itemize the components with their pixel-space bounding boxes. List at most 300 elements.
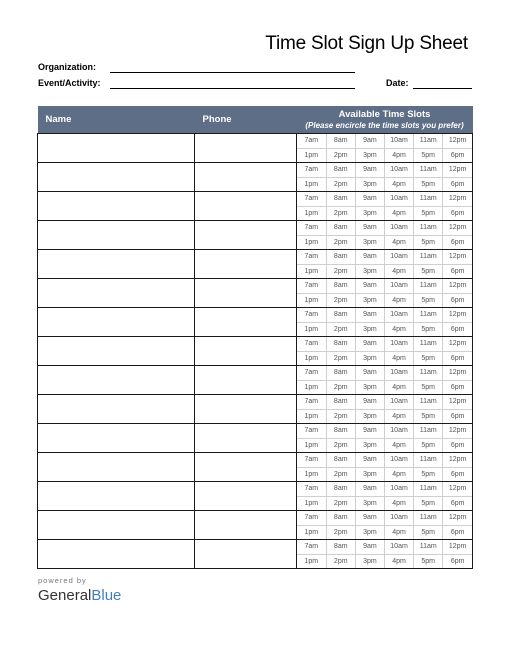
time-slot[interactable]: 11am xyxy=(414,424,443,438)
time-slot[interactable]: 2pm xyxy=(326,496,355,510)
name-cell[interactable] xyxy=(38,250,195,279)
pm-slots-row xyxy=(297,409,472,423)
time-slots-cell xyxy=(297,337,473,366)
time-slot[interactable]: 8am xyxy=(326,221,355,235)
time-slot[interactable]: 12pm xyxy=(443,424,472,438)
time-slot[interactable]: 6pm xyxy=(443,409,472,423)
time-slot[interactable]: 3pm xyxy=(355,467,384,481)
brand-footer xyxy=(38,576,121,605)
time-slot[interactable]: 4pm xyxy=(384,177,413,191)
time-slots-cell xyxy=(297,192,473,221)
time-slot[interactable]: 2pm xyxy=(326,264,355,278)
am-slots-row xyxy=(297,453,472,467)
time-slot[interactable]: 10am xyxy=(384,163,413,177)
organization-field[interactable] xyxy=(110,72,355,73)
time-slot[interactable]: 12pm xyxy=(443,482,472,496)
time-slot[interactable]: 8am xyxy=(326,424,355,438)
time-slot[interactable]: 3pm xyxy=(355,293,384,307)
time-slot[interactable]: 7am xyxy=(297,192,326,206)
phone-cell[interactable] xyxy=(195,482,297,511)
name-column-header: Name xyxy=(38,106,195,134)
organization-label: Organization: xyxy=(38,62,96,72)
name-cell[interactable] xyxy=(38,134,195,163)
time-slot[interactable]: 4pm xyxy=(384,264,413,278)
time-slot[interactable]: 3pm xyxy=(355,409,384,423)
time-slot[interactable]: 1pm xyxy=(304,470,319,478)
time-slot[interactable]: 6pm xyxy=(443,177,472,191)
time-slots-cell xyxy=(297,395,473,424)
time-slot[interactable]: 1pm xyxy=(304,441,319,449)
time-slot[interactable]: 2pm xyxy=(326,380,355,394)
am-slots-row xyxy=(297,540,472,554)
time-slot[interactable]: 8am xyxy=(326,279,355,293)
page-title: Time Slot Sign Up Sheet xyxy=(265,33,468,54)
phone-column-header: Phone xyxy=(195,106,297,134)
time-slot[interactable]: 11am xyxy=(414,540,443,554)
table-row xyxy=(38,279,473,308)
time-slot[interactable]: 9am xyxy=(355,308,384,322)
name-cell[interactable] xyxy=(38,337,195,366)
am-slots-row xyxy=(297,221,472,235)
time-slot[interactable]: 6pm xyxy=(443,264,472,278)
time-slot[interactable]: 4pm xyxy=(384,438,413,452)
time-slots-cell xyxy=(297,482,473,511)
time-slot[interactable]: 7am xyxy=(297,540,326,554)
time-slots-grid xyxy=(297,511,472,539)
time-slots-grid xyxy=(297,279,472,307)
time-slot[interactable]: 9am xyxy=(355,221,384,235)
time-slots-grid xyxy=(297,134,472,162)
time-slot[interactable]: 7am xyxy=(297,221,326,235)
event-activity-label: Event/Activity: xyxy=(38,78,101,88)
time-slot[interactable]: 6pm xyxy=(443,525,472,539)
name-cell[interactable] xyxy=(38,424,195,453)
time-slot[interactable]: 12pm xyxy=(443,511,472,525)
time-slot[interactable]: 7am xyxy=(297,134,326,148)
time-slots-grid xyxy=(297,453,472,481)
time-slot[interactable]: 1pm xyxy=(304,499,319,507)
time-slot[interactable]: 11am xyxy=(414,221,443,235)
time-slots-cell xyxy=(297,279,473,308)
time-slot[interactable]: 7am xyxy=(297,337,326,351)
time-slot[interactable]: 9am xyxy=(355,337,384,351)
time-slots-cell xyxy=(297,250,473,279)
brand-name-blue: Blue xyxy=(91,587,122,604)
name-cell[interactable] xyxy=(38,366,195,395)
time-slot[interactable]: 3pm xyxy=(355,322,384,336)
signup-table xyxy=(37,106,473,569)
time-slot[interactable]: 10am xyxy=(384,540,413,554)
phone-cell[interactable] xyxy=(195,134,297,163)
time-slot[interactable]: 10am xyxy=(384,337,413,351)
time-slot[interactable]: 1pm xyxy=(304,267,319,275)
time-slot[interactable]: 1pm xyxy=(304,383,319,391)
am-slots-row xyxy=(297,163,472,177)
time-slot[interactable]: 8am xyxy=(326,163,355,177)
table-row xyxy=(38,250,473,279)
time-slot[interactable]: 1pm xyxy=(304,238,319,246)
time-slot[interactable]: 10am xyxy=(384,482,413,496)
time-slot[interactable]: 9am xyxy=(355,192,384,206)
time-slot[interactable]: 10am xyxy=(384,308,413,322)
time-slot[interactable]: 8am xyxy=(326,308,355,322)
time-slot[interactable]: 6pm xyxy=(443,554,472,568)
time-slots-grid xyxy=(297,337,472,365)
date-field[interactable] xyxy=(413,88,472,89)
date-label: Date: xyxy=(386,78,409,88)
time-slot[interactable]: 5pm xyxy=(414,351,443,365)
am-slots-row xyxy=(297,337,472,351)
time-slot[interactable]: 11am xyxy=(414,163,443,177)
time-slot[interactable]: 5pm xyxy=(414,264,443,278)
name-cell[interactable] xyxy=(38,395,195,424)
time-slots-cell xyxy=(297,221,473,250)
time-slot[interactable]: 6pm xyxy=(443,206,472,220)
time-slot[interactable]: 12pm xyxy=(443,540,472,554)
time-slot[interactable]: 7am xyxy=(297,366,326,380)
time-slot[interactable]: 4pm xyxy=(384,409,413,423)
name-cell[interactable] xyxy=(38,221,195,250)
table-row xyxy=(38,540,473,569)
time-slots-grid xyxy=(297,163,472,191)
time-slots-column-header xyxy=(297,106,473,134)
time-slot[interactable]: 5pm xyxy=(414,380,443,394)
brand-name-general: General xyxy=(38,587,92,604)
time-slot[interactable]: 5pm xyxy=(414,322,443,336)
time-slot[interactable]: 11am xyxy=(414,134,443,148)
time-slot[interactable]: 6pm xyxy=(443,351,472,365)
time-slot[interactable]: 3pm xyxy=(355,380,384,394)
time-slot[interactable]: 4pm xyxy=(384,496,413,510)
time-slot[interactable]: 11am xyxy=(414,308,443,322)
time-slots-title: Available Time Slots xyxy=(338,108,431,120)
time-slot[interactable]: 11am xyxy=(414,482,443,496)
time-slot[interactable]: 3pm xyxy=(355,351,384,365)
time-slot[interactable]: 5pm xyxy=(414,525,443,539)
phone-cell[interactable] xyxy=(195,366,297,395)
time-slot[interactable]: 7am xyxy=(297,395,326,409)
time-slot[interactable]: 6pm xyxy=(443,467,472,481)
table-row xyxy=(38,192,473,221)
pm-slots-row xyxy=(297,496,472,510)
am-slots-row xyxy=(297,482,472,496)
time-slot[interactable]: 6pm xyxy=(443,148,472,162)
time-slot[interactable]: 10am xyxy=(384,453,413,467)
signup-rows xyxy=(38,134,473,569)
time-slot[interactable]: 12pm xyxy=(443,221,472,235)
name-cell[interactable] xyxy=(38,163,195,192)
phone-cell[interactable] xyxy=(195,540,297,569)
am-slots-row xyxy=(297,511,472,525)
time-slot[interactable]: 8am xyxy=(326,134,355,148)
pm-slots-row xyxy=(297,177,472,191)
table-row xyxy=(38,424,473,453)
time-slot[interactable]: 10am xyxy=(384,511,413,525)
time-slot[interactable]: 4pm xyxy=(384,206,413,220)
time-slot[interactable]: 6pm xyxy=(443,322,472,336)
time-slot[interactable]: 11am xyxy=(414,453,443,467)
table-row xyxy=(38,366,473,395)
time-slot[interactable]: 12pm xyxy=(443,366,472,380)
time-slot[interactable]: 2pm xyxy=(326,438,355,452)
time-slot[interactable]: 4pm xyxy=(384,235,413,249)
name-cell[interactable] xyxy=(38,540,195,569)
time-slot[interactable]: 7am xyxy=(297,482,326,496)
time-slot[interactable]: 9am xyxy=(355,453,384,467)
pm-slots-row xyxy=(297,467,472,481)
time-slots-grid xyxy=(297,250,472,278)
time-slot[interactable]: 9am xyxy=(355,250,384,264)
time-slot[interactable]: 10am xyxy=(384,250,413,264)
time-slot[interactable]: 3pm xyxy=(355,554,384,568)
time-slot[interactable]: 2pm xyxy=(326,554,355,568)
time-slot[interactable]: 8am xyxy=(326,482,355,496)
time-slot[interactable]: 1pm xyxy=(304,180,319,188)
pm-slots-row xyxy=(297,438,472,452)
name-cell[interactable] xyxy=(38,279,195,308)
time-slot[interactable]: 7am xyxy=(297,511,326,525)
time-slot[interactable]: 12pm xyxy=(443,163,472,177)
pm-slots-row xyxy=(297,206,472,220)
time-slot[interactable]: 6pm xyxy=(443,293,472,307)
table-row xyxy=(38,308,473,337)
time-slot[interactable]: 5pm xyxy=(414,496,443,510)
phone-cell[interactable] xyxy=(195,395,297,424)
time-slot[interactable]: 9am xyxy=(355,134,384,148)
time-slots-cell xyxy=(297,453,473,482)
phone-cell[interactable] xyxy=(195,453,297,482)
time-slot[interactable]: 1pm xyxy=(304,528,319,536)
am-slots-row xyxy=(297,250,472,264)
phone-cell[interactable] xyxy=(195,279,297,308)
time-slot[interactable]: 2pm xyxy=(326,148,355,162)
table-row xyxy=(38,163,473,192)
table-row xyxy=(38,511,473,540)
time-slot[interactable]: 7am xyxy=(297,424,326,438)
time-slot[interactable]: 10am xyxy=(384,221,413,235)
time-slot[interactable]: 2pm xyxy=(326,293,355,307)
time-slot[interactable]: 2pm xyxy=(326,235,355,249)
time-slot[interactable]: 10am xyxy=(384,366,413,380)
time-slot[interactable]: 9am xyxy=(355,540,384,554)
phone-cell[interactable] xyxy=(195,163,297,192)
time-slot[interactable]: 10am xyxy=(384,134,413,148)
time-slot[interactable]: 11am xyxy=(414,337,443,351)
phone-cell[interactable] xyxy=(195,308,297,337)
name-cell[interactable] xyxy=(38,511,195,540)
table-header-row xyxy=(38,106,473,134)
am-slots-row xyxy=(297,308,472,322)
time-slot[interactable]: 8am xyxy=(326,366,355,380)
time-slot[interactable]: 9am xyxy=(355,395,384,409)
time-slot[interactable]: 3pm xyxy=(355,235,384,249)
time-slots-grid xyxy=(297,540,472,568)
time-slot[interactable]: 11am xyxy=(414,511,443,525)
time-slot[interactable]: 12pm xyxy=(443,250,472,264)
pm-slots-row xyxy=(297,293,472,307)
time-slot[interactable]: 5pm xyxy=(414,206,443,220)
time-slots-cell xyxy=(297,163,473,192)
pm-slots-row xyxy=(297,235,472,249)
time-slot[interactable]: 2pm xyxy=(326,351,355,365)
time-slot[interactable]: 4pm xyxy=(384,525,413,539)
time-slot[interactable]: 2pm xyxy=(326,177,355,191)
name-cell[interactable] xyxy=(38,192,195,221)
time-slot[interactable]: 11am xyxy=(414,192,443,206)
time-slot[interactable]: 2pm xyxy=(326,409,355,423)
time-slot[interactable]: 2pm xyxy=(326,322,355,336)
time-slot[interactable]: 4pm xyxy=(384,467,413,481)
time-slot[interactable]: 2pm xyxy=(326,206,355,220)
time-slot[interactable]: 9am xyxy=(355,424,384,438)
time-slot[interactable]: 5pm xyxy=(414,177,443,191)
time-slot[interactable]: 11am xyxy=(414,250,443,264)
time-slot[interactable]: 12pm xyxy=(443,279,472,293)
pm-slots-row xyxy=(297,264,472,278)
time-slot[interactable]: 9am xyxy=(355,482,384,496)
time-slot[interactable]: 12pm xyxy=(443,395,472,409)
time-slots-grid xyxy=(297,221,472,249)
phone-cell[interactable] xyxy=(195,221,297,250)
time-slot[interactable]: 1pm xyxy=(304,557,319,565)
time-slot[interactable]: 3pm xyxy=(355,206,384,220)
pm-slots-row xyxy=(297,380,472,394)
time-slot[interactable]: 9am xyxy=(355,279,384,293)
time-slot[interactable]: 8am xyxy=(326,453,355,467)
time-slot[interactable]: 3pm xyxy=(355,264,384,278)
time-slot[interactable]: 3pm xyxy=(355,177,384,191)
time-slot[interactable]: 1pm xyxy=(304,209,319,217)
time-slot[interactable]: 5pm xyxy=(414,235,443,249)
time-slot[interactable]: 6pm xyxy=(443,380,472,394)
time-slot[interactable]: 5pm xyxy=(414,467,443,481)
time-slot[interactable]: 11am xyxy=(414,366,443,380)
time-slot[interactable]: 4pm xyxy=(384,293,413,307)
time-slot[interactable]: 12pm xyxy=(443,308,472,322)
time-slot[interactable]: 3pm xyxy=(355,496,384,510)
time-slot[interactable]: 10am xyxy=(384,192,413,206)
time-slot[interactable]: 2pm xyxy=(326,467,355,481)
pm-slots-row xyxy=(297,554,472,568)
table-row xyxy=(38,453,473,482)
time-slot[interactable]: 7am xyxy=(297,308,326,322)
time-slot[interactable]: 5pm xyxy=(414,293,443,307)
event-activity-field[interactable] xyxy=(110,88,355,89)
time-slots-grid xyxy=(297,308,472,336)
time-slot[interactable]: 5pm xyxy=(414,438,443,452)
time-slots-grid xyxy=(297,192,472,220)
table-row xyxy=(38,482,473,511)
table-row xyxy=(38,134,473,163)
time-slot[interactable]: 7am xyxy=(297,279,326,293)
time-slots-cell xyxy=(297,308,473,337)
time-slots-grid xyxy=(297,424,472,452)
time-slot[interactable]: 3pm xyxy=(355,525,384,539)
time-slot[interactable]: 1pm xyxy=(304,325,319,333)
time-slot[interactable]: 8am xyxy=(326,540,355,554)
time-slot[interactable]: 9am xyxy=(355,163,384,177)
pm-slots-row xyxy=(297,322,472,336)
time-slot[interactable]: 10am xyxy=(384,424,413,438)
time-slot[interactable]: 12pm xyxy=(443,134,472,148)
table-row xyxy=(38,337,473,366)
time-slot[interactable]: 12pm xyxy=(443,337,472,351)
time-slot[interactable]: 6pm xyxy=(443,496,472,510)
time-slot[interactable]: 11am xyxy=(414,279,443,293)
am-slots-row xyxy=(297,395,472,409)
time-slot[interactable]: 6pm xyxy=(443,235,472,249)
am-slots-row xyxy=(297,366,472,380)
time-slot[interactable]: 9am xyxy=(355,366,384,380)
time-slot[interactable]: 4pm xyxy=(384,351,413,365)
time-slot[interactable]: 3pm xyxy=(355,438,384,452)
time-slot[interactable]: 5pm xyxy=(414,148,443,162)
time-slots-grid xyxy=(297,395,472,423)
time-slot[interactable]: 10am xyxy=(384,279,413,293)
time-slot[interactable]: 4pm xyxy=(384,148,413,162)
phone-cell[interactable] xyxy=(195,511,297,540)
time-slot[interactable]: 12pm xyxy=(443,453,472,467)
time-slot[interactable]: 9am xyxy=(355,511,384,525)
time-slots-cell xyxy=(297,540,473,569)
time-slot[interactable]: 4pm xyxy=(384,380,413,394)
am-slots-row xyxy=(297,134,472,148)
time-slots-cell xyxy=(297,366,473,395)
am-slots-row xyxy=(297,279,472,293)
name-cell[interactable] xyxy=(38,308,195,337)
time-slots-cell xyxy=(297,424,473,453)
time-slots-cell xyxy=(297,511,473,540)
phone-cell[interactable] xyxy=(195,337,297,366)
time-slot[interactable]: 3pm xyxy=(355,148,384,162)
time-slot[interactable]: 8am xyxy=(326,395,355,409)
time-slot[interactable]: 1pm xyxy=(304,296,319,304)
time-slot[interactable]: 1pm xyxy=(304,151,319,159)
time-slots-grid xyxy=(297,366,472,394)
table-row xyxy=(38,395,473,424)
time-slot[interactable]: 4pm xyxy=(384,322,413,336)
name-cell[interactable] xyxy=(38,453,195,482)
time-slot[interactable]: 10am xyxy=(384,395,413,409)
powered-by-text: powered by xyxy=(38,576,87,585)
phone-cell[interactable] xyxy=(195,424,297,453)
am-slots-row xyxy=(297,192,472,206)
time-slot[interactable]: 8am xyxy=(326,250,355,264)
time-slot[interactable]: 8am xyxy=(326,511,355,525)
pm-slots-row xyxy=(297,148,472,162)
time-slots-note: (Please encircle the time slots you prefer) xyxy=(305,120,464,130)
time-slot[interactable]: 7am xyxy=(297,453,326,467)
time-slots-grid xyxy=(297,482,472,510)
time-slot[interactable]: 8am xyxy=(326,192,355,206)
time-slot[interactable]: 8am xyxy=(326,337,355,351)
time-slot[interactable]: 7am xyxy=(297,250,326,264)
time-slot[interactable]: 1pm xyxy=(304,412,319,420)
time-slot[interactable]: 1pm xyxy=(304,354,319,362)
time-slot[interactable]: 6pm xyxy=(443,438,472,452)
table-row xyxy=(38,221,473,250)
time-slot[interactable]: 2pm xyxy=(326,525,355,539)
time-slot[interactable]: 4pm xyxy=(384,554,413,568)
time-slot[interactable]: 5pm xyxy=(414,409,443,423)
time-slot[interactable]: 11am xyxy=(414,395,443,409)
phone-cell[interactable] xyxy=(195,192,297,221)
time-slot[interactable]: 5pm xyxy=(414,554,443,568)
time-slot[interactable]: 12pm xyxy=(443,192,472,206)
time-slot[interactable]: 7am xyxy=(297,163,326,177)
phone-cell[interactable] xyxy=(195,250,297,279)
name-cell[interactable] xyxy=(38,482,195,511)
